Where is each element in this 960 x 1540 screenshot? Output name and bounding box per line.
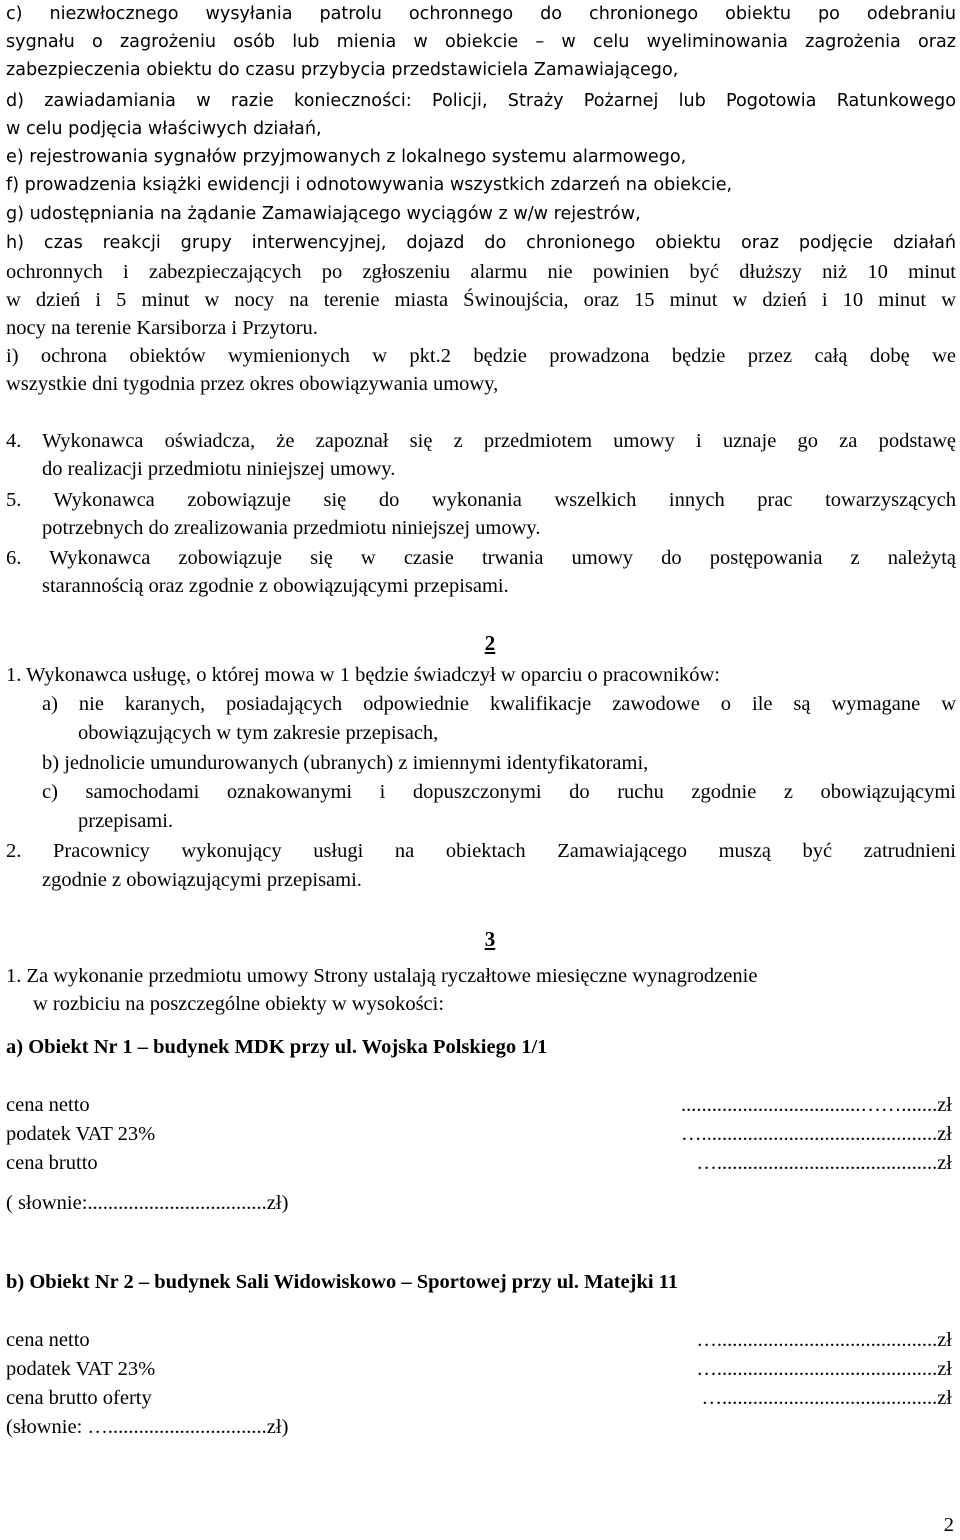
section-2-heading: [0, 629, 960, 658]
item-d-line-2: w celu podjęcia właściwych działań,: [6, 119, 322, 139]
item-e: e) rejestrowania sygnałów przyjmowanych z lokalnego systemu alarmowego,: [6, 147, 687, 167]
section-2-line-1: 1. Wykonawca usługę, o której mowa w 1 będzie świadczył w oparciu o pracowników:: [6, 664, 720, 686]
object-a-gross-value: …...........................................zł: [696, 1152, 952, 1174]
section-2-line-8: zgodnie z obowiązującymi przepisami.: [42, 869, 362, 891]
object-b-vat-label: podatek VAT 23%: [6, 1358, 156, 1380]
item-c-line-3: zabezpieczenia obiektu do czasu przybycia przedstawiciela Zamawiającego,: [6, 60, 679, 80]
section-3-heading: [0, 925, 960, 954]
object-b-net-label: cena netto: [6, 1329, 90, 1351]
item-d-line-1: d) zawiadamiania w razie konieczności: Policji, Straży Pożarnej lub Pogotowia Ratunkowego: [6, 91, 956, 111]
object-b-vat-value: …...........................................zł: [696, 1358, 952, 1380]
item-i-line-1: i) ochrona obiektów wymienionych w pkt.2 będzie prowadzona będzie przez całą dobę we: [6, 345, 956, 367]
section-2-number: 2: [484, 631, 496, 655]
item-h-line-1: h) czas reakcji grupy interwencyjnej, dojazd do chronionego obiektu oraz podjęcie działań: [6, 233, 956, 253]
section-2-line-7: 2. Pracownicy wykonujący usługi na obiektach Zamawiającego muszą być zatrudnieni: [6, 840, 956, 862]
item-i-line-2: wszystkie dni tygodnia przez okres obowiązywania umowy,: [6, 373, 499, 395]
point-4-line-1: 4. Wykonawca oświadcza, że zapoznał się z przedmiotem umowy i uznaje go za podstawę: [6, 430, 956, 452]
object-a-vat-value: …..............................................zł: [680, 1123, 952, 1145]
object-a-title: a) Obiekt Nr 1 – budynek MDK przy ul. Wojska Polskiego 1/1: [6, 1036, 548, 1058]
item-h-line-2: ochronnych i zabezpieczających po zgłoszeniu alarmu nie powinien być dłuższy niż 10 minut: [6, 261, 956, 283]
object-b-in-words: (słownie: …...............................zł): [6, 1416, 289, 1438]
object-a-in-words: ( słownie:...................................zł): [6, 1192, 289, 1214]
page-number: 2: [943, 1514, 954, 1536]
section-2-line-4: b) jednolicie umundurowanych (ubranych) z imiennymi identyfikatorami,: [42, 752, 649, 774]
section-2-line-6: przepisami.: [78, 810, 174, 832]
section-2-line-5: c) samochodami oznakowanymi i dopuszczonymi do ruchu zgodnie z obowiązującymi: [42, 781, 956, 803]
point-6-line-2: starannością oraz zgodnie z obowiązującymi przepisami.: [42, 575, 509, 597]
section-2-line-2: a) nie karanych, posiadających odpowiednie kwalifikacje zawodowe o ile są wymagane w: [42, 693, 956, 715]
item-c-line-2: sygnału o zagrożeniu osób lub mienia w obiekcie – w celu wyeliminowania zagrożenia oraz: [6, 32, 956, 52]
section-3-number: 3: [484, 927, 496, 951]
point-5-line-1: 5. Wykonawca zobowiązuje się do wykonania wszelkich innych prac towarzyszących: [6, 489, 956, 511]
point-5-line-2: potrzebnych do zrealizowania przedmiotu niniejszej umowy.: [42, 517, 541, 539]
object-a-vat-label: podatek VAT 23%: [6, 1123, 156, 1145]
item-h-line-3: w dzień i 5 minut w nocy na terenie miasta Świnoujścia, oraz 15 minut w dzień i 10 minut w: [6, 289, 956, 311]
object-b-gross-label: cena brutto oferty: [6, 1387, 152, 1409]
object-b-title: b) Obiekt Nr 2 – budynek Sali Widowiskowo – Sportowej przy ul. Matejki 11: [6, 1271, 679, 1293]
item-g: g) udostępniania na żądanie Zamawiającego wyciągów z w/w rejestrów,: [6, 204, 641, 224]
point-6-line-1: 6. Wykonawca zobowiązuje się w czasie trwania umowy do postępowania z należytą: [6, 547, 956, 569]
item-c-line-1: c) niezwłocznego wysyłania patrolu ochronnego do chronionego obiektu po odebraniu: [6, 4, 956, 24]
section-3-line-2: w rozbiciu na poszczególne obiekty w wysokości:: [33, 993, 445, 1015]
section-3-line-1: 1. Za wykonanie przedmiotu umowy Strony ustalają ryczałtowe miesięczne wynagrodzenie: [6, 965, 758, 987]
object-a-net-value: ...................................…….......zł: [680, 1094, 952, 1116]
item-f: f) prowadzenia książki ewidencji i odnotowywania wszystkich zdarzeń na obiekcie,: [6, 175, 733, 195]
point-4-line-2: do realizacji przedmiotu niniejszej umowy.: [42, 458, 396, 480]
section-2-line-3: obowiązujących w tym zakresie przepisach,: [78, 722, 439, 744]
object-a-net-label: cena netto: [6, 1094, 90, 1116]
object-b-gross-value: …..........................................zł: [701, 1387, 952, 1409]
object-a-gross-label: cena brutto: [6, 1152, 98, 1174]
item-h-line-4: nocy na terenie Karsiborza i Przytoru.: [6, 317, 318, 339]
object-b-net-value: …...........................................zł: [696, 1329, 952, 1351]
